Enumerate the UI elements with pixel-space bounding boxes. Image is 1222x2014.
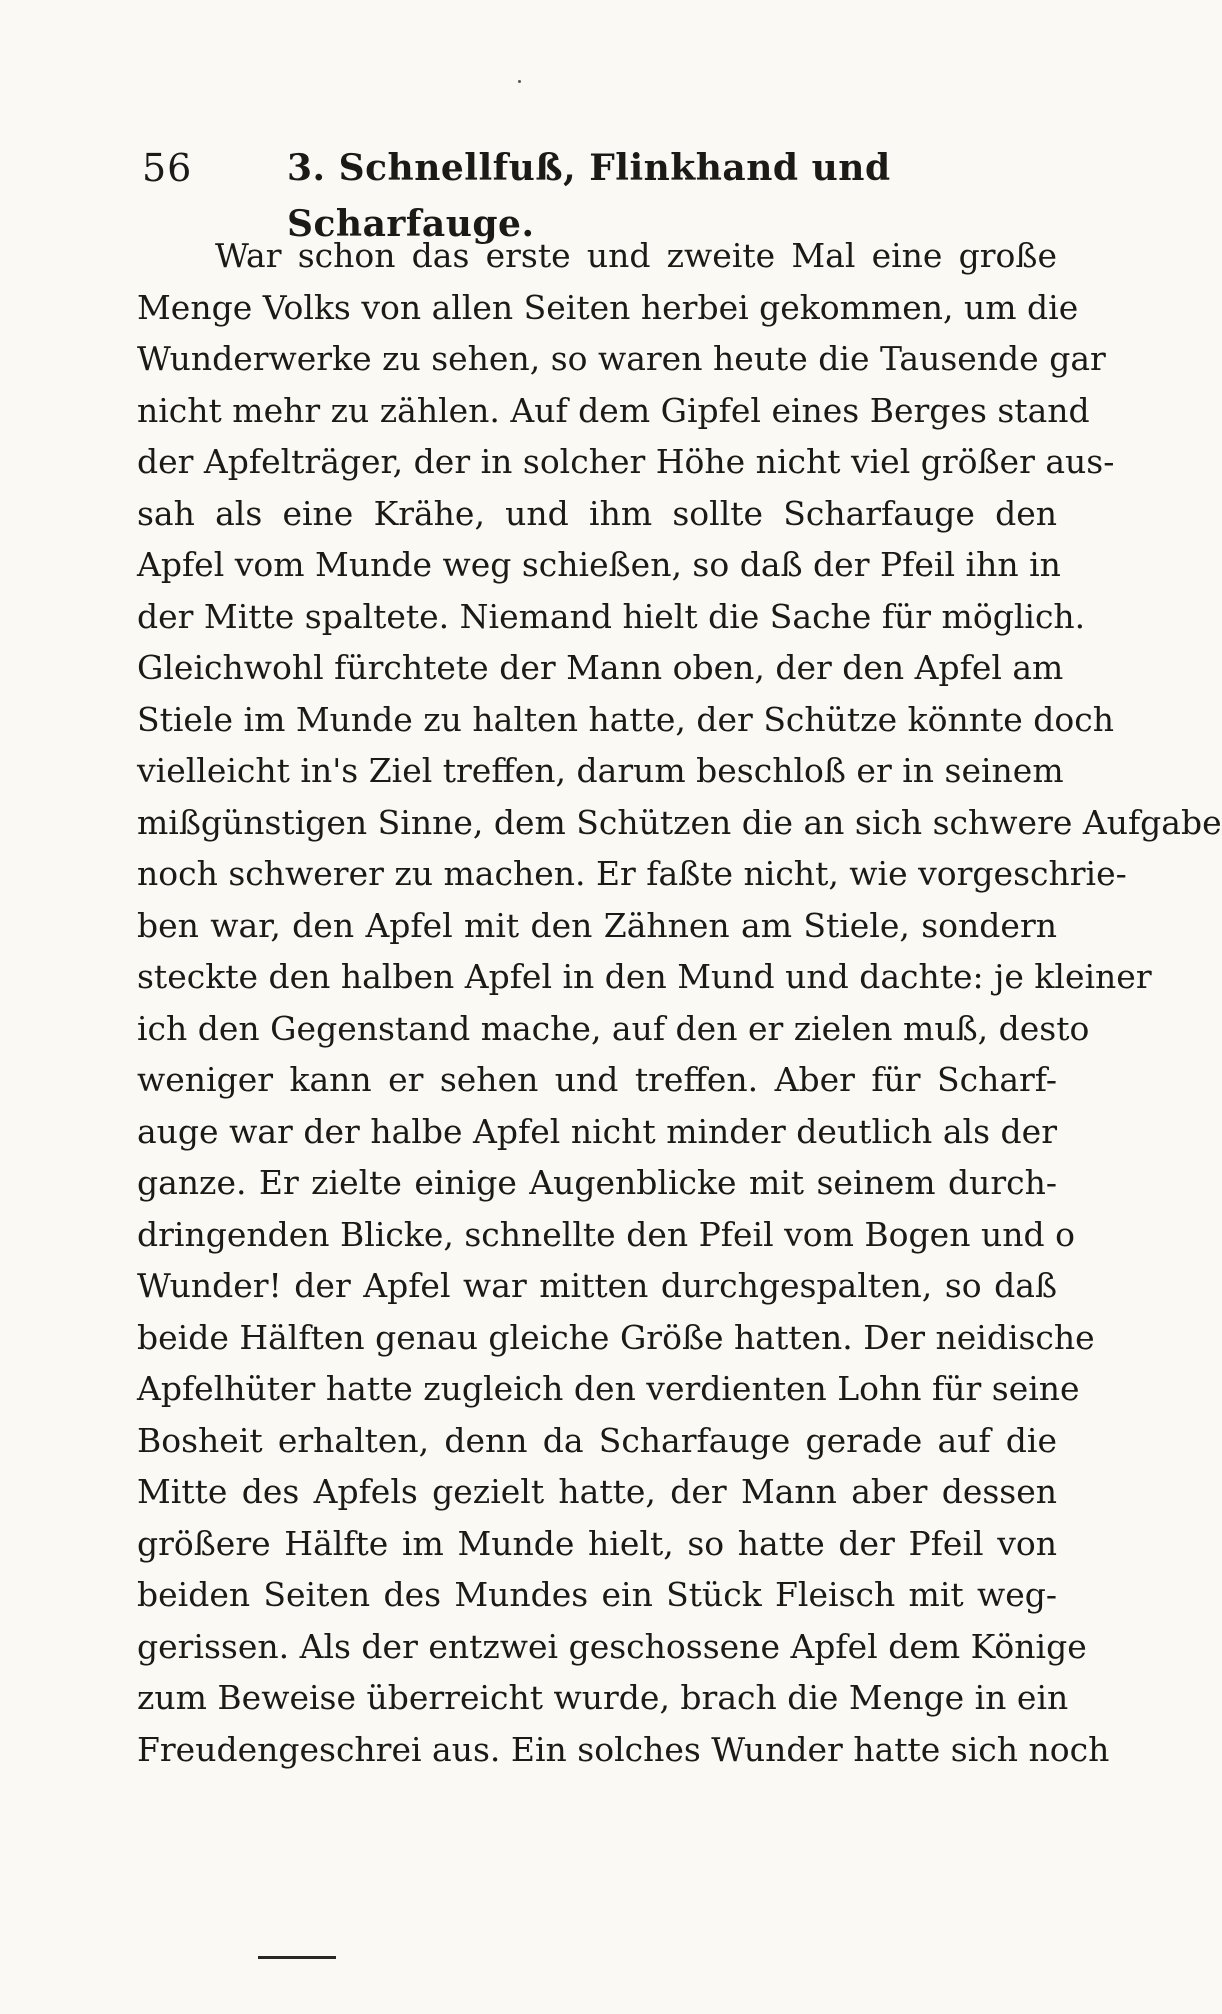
page-header	[142, 140, 1042, 245]
text-line: sah als eine Krähe, und ihm sollte Scharfauge den	[137, 493, 1057, 533]
text-line: Wunderwerke zu sehen, so waren heute die Tausende gar	[137, 339, 1106, 378]
text-line: Wunder! der Apfel war mitten durchgespalten, so daß	[137, 1266, 1057, 1305]
text-line: Menge Volks von allen Seiten herbei gekommen, um die	[137, 287, 1079, 327]
text-line: Freudengeschrei aus. Ein solches Wunder hatte sich noch	[137, 1729, 1110, 1769]
text-line: steckte den halben Apfel in den Mund und dachte: je kleiner	[137, 957, 1152, 996]
footer-rule	[258, 1956, 336, 1959]
text-line: ben war, den Apfel mit den Zähnen am Stiele, sondern	[137, 905, 1057, 945]
text-line: beide Hälften genau gleiche Größe hatten. Der neidische	[137, 1317, 1095, 1357]
text-line: Gleichwohl fürchtete der Mann oben, der den Apfel am	[137, 648, 1064, 687]
text-line: größere Hälfte im Munde hielt, so hatte der Pfeil von	[137, 1523, 1057, 1563]
text-line: vielleicht in's Ziel treffen, darum beschloß er in seinem	[137, 751, 1064, 790]
text-line: zum Beweise überreicht wurde, brach die Menge in ein	[137, 1678, 1069, 1717]
text-line: Mitte des Apfels gezielt hatte, der Mann aber dessen	[137, 1472, 1057, 1511]
text-line: nicht mehr zu zählen. Auf dem Gipfel eines Berges stand	[137, 390, 1090, 430]
text-line: Bosheit erhalten, denn da Scharfauge gerade auf die	[137, 1420, 1057, 1460]
text-line: beiden Seiten des Mundes ein Stück Fleisch mit weg-	[137, 1575, 1057, 1614]
text-line: weniger kann er sehen und treffen. Aber für Scharf-	[137, 1060, 1057, 1099]
text-line: mißgünstigen Sinne, dem Schützen die an sich schwere Aufgabe	[137, 802, 1222, 842]
text-line: gerissen. Als der entzwei geschossene Apfel dem Könige	[137, 1626, 1087, 1666]
running-head: 3. Schnellfuß, Flinkhand und Scharfauge.	[287, 147, 891, 245]
text-line: ich den Gegenstand mache, auf den er zielen muß, desto	[137, 1008, 1090, 1048]
text-line: dringenden Blicke, schnellte den Pfeil vom Bogen und o	[137, 1214, 1075, 1254]
text-line: War schon das erste und zweite Mal eine große	[215, 236, 1057, 275]
text-line: der Apfelträger, der in solcher Höhe nicht viel größer aus-	[137, 442, 1115, 481]
body-text	[137, 230, 1222, 1775]
text-line: auge war der halbe Apfel nicht minder deutlich als der	[137, 1111, 1057, 1151]
page-number: 56	[142, 146, 193, 190]
text-line: Stiele im Munde zu halten hatte, der Schütze könnte doch	[137, 699, 1114, 739]
text-line: ganze. Er zielte einige Augenblicke mit seinem durch-	[137, 1163, 1057, 1202]
ink-speck	[518, 80, 521, 83]
text-line: Apfelhüter hatte zugleich den verdienten Lohn für seine	[137, 1369, 1080, 1408]
text-line: Apfel vom Munde weg schießen, so daß der Pfeil ihn in	[137, 545, 1061, 584]
text-line: der Mitte spaltete. Niemand hielt die Sache für möglich.	[137, 596, 1086, 636]
text-line: noch schwerer zu machen. Er faßte nicht, wie vorgeschrie-	[137, 854, 1127, 893]
